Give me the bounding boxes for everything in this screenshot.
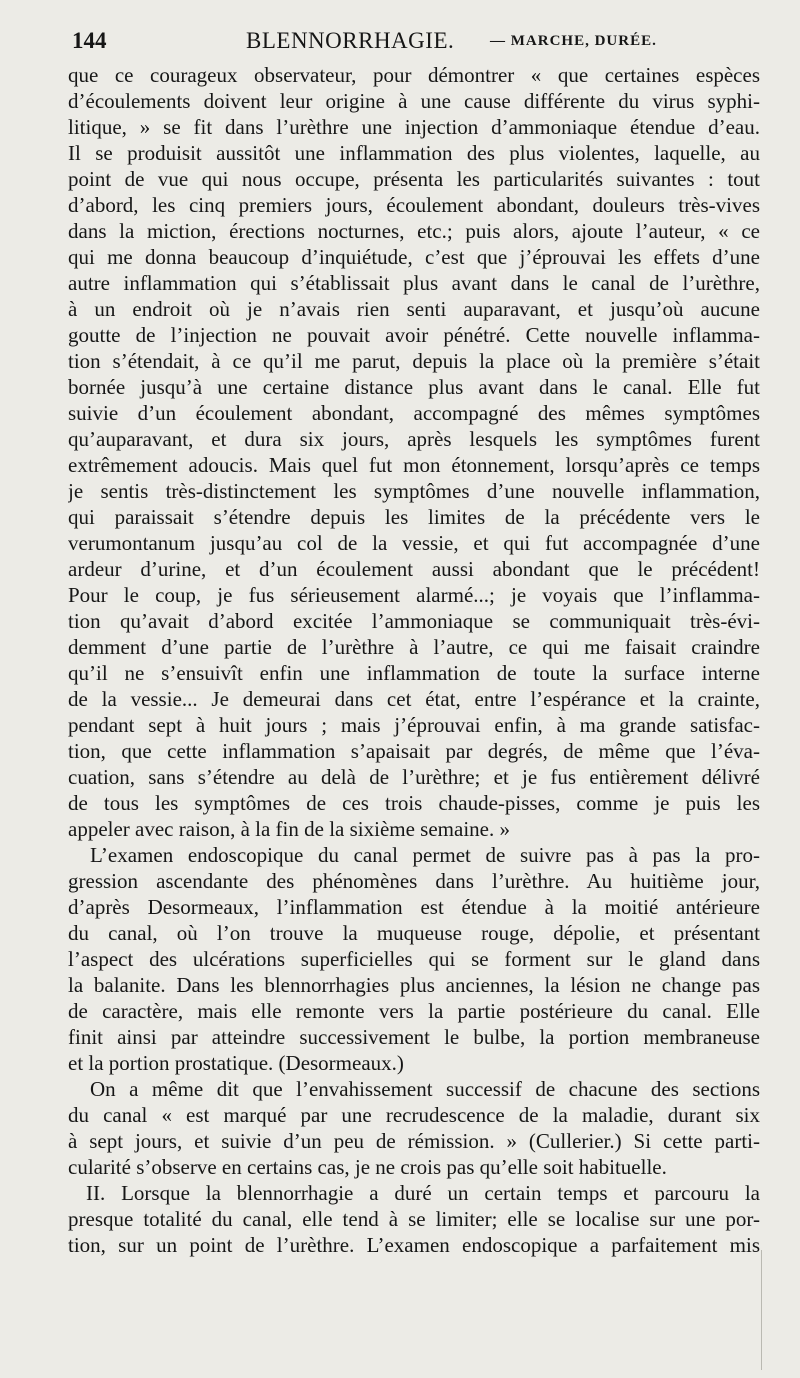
text-line: la balanite. Dans les blennorrhagies plus anciennes, la lésion ne change pas xyxy=(68,973,760,997)
text-line: je sentis très-distinctement les symptômes d’une nouvelle inflammation, xyxy=(68,479,760,503)
running-header xyxy=(70,24,770,58)
text-line: Il se produisit aussitôt une inflammation des plus violentes, laquelle, au xyxy=(68,141,760,165)
text-line: tion, sur un point de l’urèthre. L’examen endoscopique a parfaitement mis xyxy=(68,1233,760,1257)
text-line: extrêmement adoucis. Mais quel fut mon étonnement, lorsqu’après ce temps xyxy=(68,453,760,477)
text-line: d’abord, les cinq premiers jours, écoulement abondant, douleurs très-vives xyxy=(68,193,760,217)
running-title: BLENNORRHAGIE. xyxy=(246,28,455,53)
text-line: qu’auparavant, et dura six jours, après lesquels les symptômes furent xyxy=(68,427,760,451)
text-line: suivie d’un écoulement abondant, accompagné des mêmes symptômes xyxy=(68,401,760,425)
text-line: tion, que cette inflammation s’apaisait par degrés, de même que l’éva- xyxy=(68,739,760,763)
text-line: demment d’une partie de l’urèthre à l’autre, ce qui me faisait craindre xyxy=(68,635,760,659)
text-line: goutte de l’injection ne pouvait avoir pénétré. Cette nouvelle inflamma- xyxy=(68,323,760,347)
text-line: appeler avec raison, à la fin de la sixième semaine. » xyxy=(68,817,510,841)
text-line: d’après Desormeaux, l’inflammation est étendue à la moitié antérieure xyxy=(68,895,760,919)
text-line: autre inflammation qui s’établissait plus avant dans le canal de l’urèthre, xyxy=(68,271,760,295)
text-line: du canal, où l’on trouve la muqueuse rouge, dépolie, et présentant xyxy=(68,921,760,945)
text-line: gression ascendante des phénomènes dans l’urèthre. Au huitième jour, xyxy=(68,869,760,893)
text-line: II. Lorsque la blennorrhagie a duré un certain temps et parcouru la xyxy=(86,1181,760,1205)
text-line: point de vue qui nous occupe, présenta les particularités suivantes : tout xyxy=(68,167,760,191)
text-line: ardeur d’urine, et d’un écoulement aussi abondant que le précédent! xyxy=(68,557,760,581)
text-line: l’aspect des ulcérations superficielles qui se forment sur le gland dans xyxy=(68,947,760,971)
text-line: On a même dit que l’envahissement successif de chacune des sections xyxy=(90,1077,760,1101)
text-line: de caractère, mais elle remonte vers la partie postérieure du canal. Elle xyxy=(68,999,760,1023)
text-line: qui paraissait s’étendre depuis les limites de la précédente vers le xyxy=(68,505,760,529)
text-line: verumontanum jusqu’au col de la vessie, et qui fut accompagnée d’une xyxy=(68,531,760,555)
text-line: de tous les symptômes de ces trois chaude-pisses, comme je puis les xyxy=(68,791,760,815)
text-line: tion s’étendait, à ce qu’il me parut, depuis la place où la première s’était xyxy=(68,349,760,373)
text-line: que ce courageux observateur, pour démontrer « que certaines espèces xyxy=(68,63,760,87)
text-line: dans la miction, érections nocturnes, etc.; puis alors, ajoute l’auteur, « ce xyxy=(68,219,760,243)
running-subtitle: — MARCHE, DURÉE. xyxy=(490,33,657,49)
text-line: qu’il ne s’ensuivît enfin une inflammation de toute la surface interne xyxy=(68,661,760,685)
text-line: litique, » se fit dans l’urèthre une injection d’ammoniaque étendue d’eau. xyxy=(68,115,760,139)
text-line: presque totalité du canal, elle tend à se limiter; elle se localise sur une por- xyxy=(68,1207,760,1231)
body-text xyxy=(68,62,760,1258)
text-line: et la portion prostatique. (Desormeaux.) xyxy=(68,1051,404,1075)
text-line: du canal « est marqué par une recrudescence de la maladie, durant six xyxy=(68,1103,760,1127)
text-line: pendant sept à huit jours ; mais j’éprouvai enfin, à ma grande satisfac- xyxy=(68,713,760,737)
text-line: de la vessie... Je demeurai dans cet état, entre l’espérance et la crainte, xyxy=(68,687,760,711)
page-edge-mark xyxy=(761,1250,792,1370)
text-line: à un endroit où je n’avais rien senti auparavant, et jusqu’où aucune xyxy=(68,297,760,321)
text-line: tion qu’avait d’abord excitée l’ammoniaque se communiquait très-évi- xyxy=(68,609,760,633)
text-line: Pour le coup, je fus sérieusement alarmé...; je voyais que l’inflamma- xyxy=(68,583,760,607)
text-line: qui me donna beaucoup d’inquiétude, c’est que j’éprouvai les effets d’une xyxy=(68,245,760,269)
text-line: finit ainsi par atteindre successivement le bulbe, la portion membraneuse xyxy=(68,1025,760,1049)
text-line: L’examen endoscopique du canal permet de suivre pas à pas la pro- xyxy=(90,843,760,867)
text-line: cuation, sans s’étendre au delà de l’urèthre; et je fus entièrement délivré xyxy=(68,765,760,789)
text-line: à sept jours, et suivie d’un peu de rémission. » (Cullerier.) Si cette parti- xyxy=(68,1129,760,1153)
text-line: bornée jusqu’à une certaine distance plus avant dans le canal. Elle fut xyxy=(68,375,760,399)
text-line: d’écoulements doivent leur origine à une cause différente du virus syphi- xyxy=(68,89,760,113)
text-line: cularité s’observe en certains cas, je ne crois pas qu’elle soit habituelle. xyxy=(68,1155,667,1179)
page-number: 144 xyxy=(72,28,107,53)
